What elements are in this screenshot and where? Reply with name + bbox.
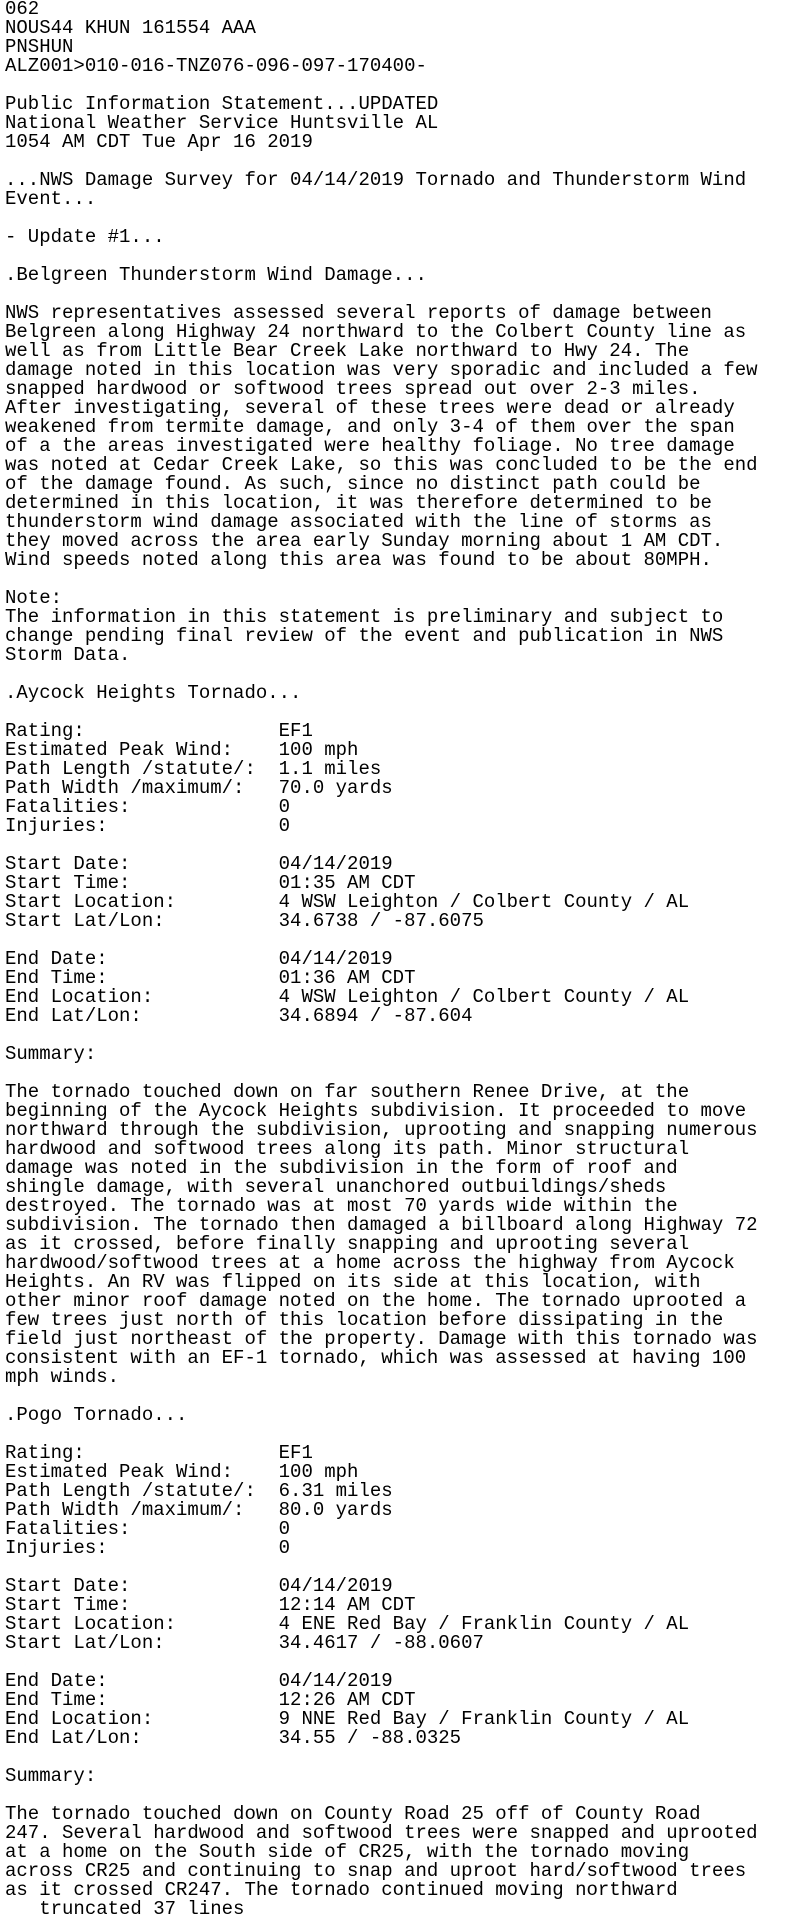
text-line: .Aycock Heights Tornado... <box>5 682 302 704</box>
text-line: mph winds. <box>5 1366 120 1388</box>
text-line: After investigating, several of these trees were dead or already <box>5 397 735 419</box>
text-line: Start Lat/Lon: 34.4617 / -88.0607 <box>5 1632 484 1654</box>
text-line: Estimated Peak Wind: 100 mph <box>5 739 359 761</box>
text-line: 1054 AM CDT Tue Apr 16 2019 <box>5 131 313 153</box>
text-line: Path Width /maximum/: 80.0 yards <box>5 1499 393 1521</box>
text-line: damage was noted in the subdivision in the form of roof and <box>5 1157 678 1179</box>
text-line: Start Time: 12:14 AM CDT <box>5 1594 416 1616</box>
text-line: NWS representatives assessed several reports of damage between <box>5 302 712 324</box>
text-line: change pending final review of the event and publication in NWS <box>5 625 724 647</box>
text-line <box>5 1026 802 1045</box>
text-line: truncated 37 lines <box>5 1898 245 1920</box>
text-line: - Update #1... <box>5 226 165 248</box>
text-line: determined in this location, it was therefore determined to be <box>5 492 712 514</box>
text-line: Fatalities: 0 <box>5 1518 291 1540</box>
text-line: End Date: 04/14/2019 <box>5 1670 393 1692</box>
text-line: 062 <box>5 0 40 20</box>
text-line: Belgreen along Highway 24 northward to the Colbert County line as <box>5 321 747 343</box>
text-line: Event... <box>5 188 97 210</box>
text-line: other minor roof damage noted on the home. The tornado uprooted a <box>5 1290 747 1312</box>
text-line: field just northeast of the property. Damage with this tornado was <box>5 1328 758 1350</box>
text-line: National Weather Service Huntsville AL <box>5 112 439 134</box>
text-line: they moved across the area early Sunday morning about 1 AM CDT. <box>5 530 724 552</box>
text-line: Path Length /statute/: 6.31 miles <box>5 1480 393 1502</box>
text-line: Estimated Peak Wind: 100 mph <box>5 1461 359 1483</box>
text-line: damage noted in this location was very sporadic and included a few <box>5 359 758 381</box>
text-line: Heights. An RV was flipped on its side at this location, with <box>5 1271 701 1293</box>
text-line: Start Lat/Lon: 34.6738 / -87.6075 <box>5 910 484 932</box>
text-line: as it crossed, before finally snapping and uprooting several <box>5 1233 690 1255</box>
text-line: Note: <box>5 587 63 609</box>
text-line: Public Information Statement...UPDATED <box>5 93 439 115</box>
text-line: End Lat/Lon: 34.6894 / -87.604 <box>5 1005 473 1027</box>
text-line: .Belgreen Thunderstorm Wind Damage... <box>5 264 427 286</box>
text-line: End Time: 01:36 AM CDT <box>5 967 416 989</box>
text-line: at a home on the South side of CR25, with the tornado moving <box>5 1841 690 1863</box>
text-line: Fatalities: 0 <box>5 796 291 818</box>
text-line: few trees just north of this location before dissipating in the <box>5 1309 724 1331</box>
text-line: Start Location: 4 WSW Leighton / Colbert County / AL <box>5 891 690 913</box>
text-line: Path Width /maximum/: 70.0 yards <box>5 777 393 799</box>
text-line: shingle damage, with several unanchored outbuildings/sheds <box>5 1176 667 1198</box>
text-line: thunderstorm wind damage associated with the line of storms as <box>5 511 712 533</box>
text-line: End Time: 12:26 AM CDT <box>5 1689 416 1711</box>
text-line: subdivision. The tornado then damaged a billboard along Highway 72 <box>5 1214 758 1236</box>
text-line: PNSHUN <box>5 36 74 58</box>
text-line: End Location: 9 NNE Red Bay / Franklin County / AL <box>5 1708 690 1730</box>
text-line: End Lat/Lon: 34.55 / -88.0325 <box>5 1727 462 1749</box>
text-line: Path Length /statute/: 1.1 miles <box>5 758 382 780</box>
text-line: Start Time: 01:35 AM CDT <box>5 872 416 894</box>
text-line: NOUS44 KHUN 161554 AAA <box>5 17 256 39</box>
text-line: hardwood/softwood trees at a home across the highway from Aycock <box>5 1252 735 1274</box>
text-line: across CR25 and continuing to snap and uproot hard/softwood trees <box>5 1860 747 1882</box>
text-line: of the damage found. As such, since no distinct path could be <box>5 473 701 495</box>
text-line: hardwood and softwood trees along its path. Minor structural <box>5 1138 690 1160</box>
text-line: Wind speeds noted along this area was found to be about 80MPH. <box>5 549 712 571</box>
text-line <box>5 570 802 589</box>
text-line: End Date: 04/14/2019 <box>5 948 393 970</box>
text-line: northward through the subdivision, uprooting and snapping numerous <box>5 1119 758 1141</box>
text-line: ...NWS Damage Survey for 04/14/2019 Tornado and Thunderstorm Wind <box>5 169 747 191</box>
text-line: Injuries: 0 <box>5 815 291 837</box>
text-line: Summary: <box>5 1043 97 1065</box>
text-line: End Location: 4 WSW Leighton / Colbert County / AL <box>5 986 690 1008</box>
text-line <box>5 1748 802 1767</box>
text-line: as it crossed CR247. The tornado continued moving northward <box>5 1879 678 1901</box>
text-line: Start Location: 4 ENE Red Bay / Franklin County / AL <box>5 1613 690 1635</box>
text-line: Rating: EF1 <box>5 720 313 742</box>
text-line: Start Date: 04/14/2019 <box>5 853 393 875</box>
text-line: beginning of the Aycock Heights subdivision. It proceeded to move <box>5 1100 747 1122</box>
text-line: snapped hardwood or softwood trees spread out over 2-3 miles. <box>5 378 701 400</box>
text-line: Start Date: 04/14/2019 <box>5 1575 393 1597</box>
text-line: The information in this statement is preliminary and subject to <box>5 606 724 628</box>
text-line: Injuries: 0 <box>5 1537 291 1559</box>
text-line: destroyed. The tornado was at most 70 yards wide within the <box>5 1195 678 1217</box>
text-line: weakened from termite damage, and only 3-4 of them over the span <box>5 416 735 438</box>
text-line: The tornado touched down on County Road 25 off of County Road <box>5 1803 701 1825</box>
text-line: 247. Several hardwood and softwood trees were snapped and uprooted <box>5 1822 758 1844</box>
text-line: ALZ001>010-016-TNZ076-096-097-170400- <box>5 55 427 77</box>
text-line: of a the areas investigated were healthy foliage. No tree damage <box>5 435 735 457</box>
text-line: Summary: <box>5 1765 97 1787</box>
text-line: well as from Little Bear Creek Lake northward to Hwy 24. The <box>5 340 690 362</box>
text-line: The tornado touched down on far southern Renee Drive, at the <box>5 1081 690 1103</box>
text-line: was noted at Cedar Creek Lake, so this was concluded to be the end <box>5 454 758 476</box>
text-line: consistent with an EF-1 tornado, which was assessed at having 100 <box>5 1347 747 1369</box>
text-line: .Pogo Tornado... <box>5 1404 188 1426</box>
text-line: Rating: EF1 <box>5 1442 313 1464</box>
text-line: Storm Data. <box>5 644 131 666</box>
